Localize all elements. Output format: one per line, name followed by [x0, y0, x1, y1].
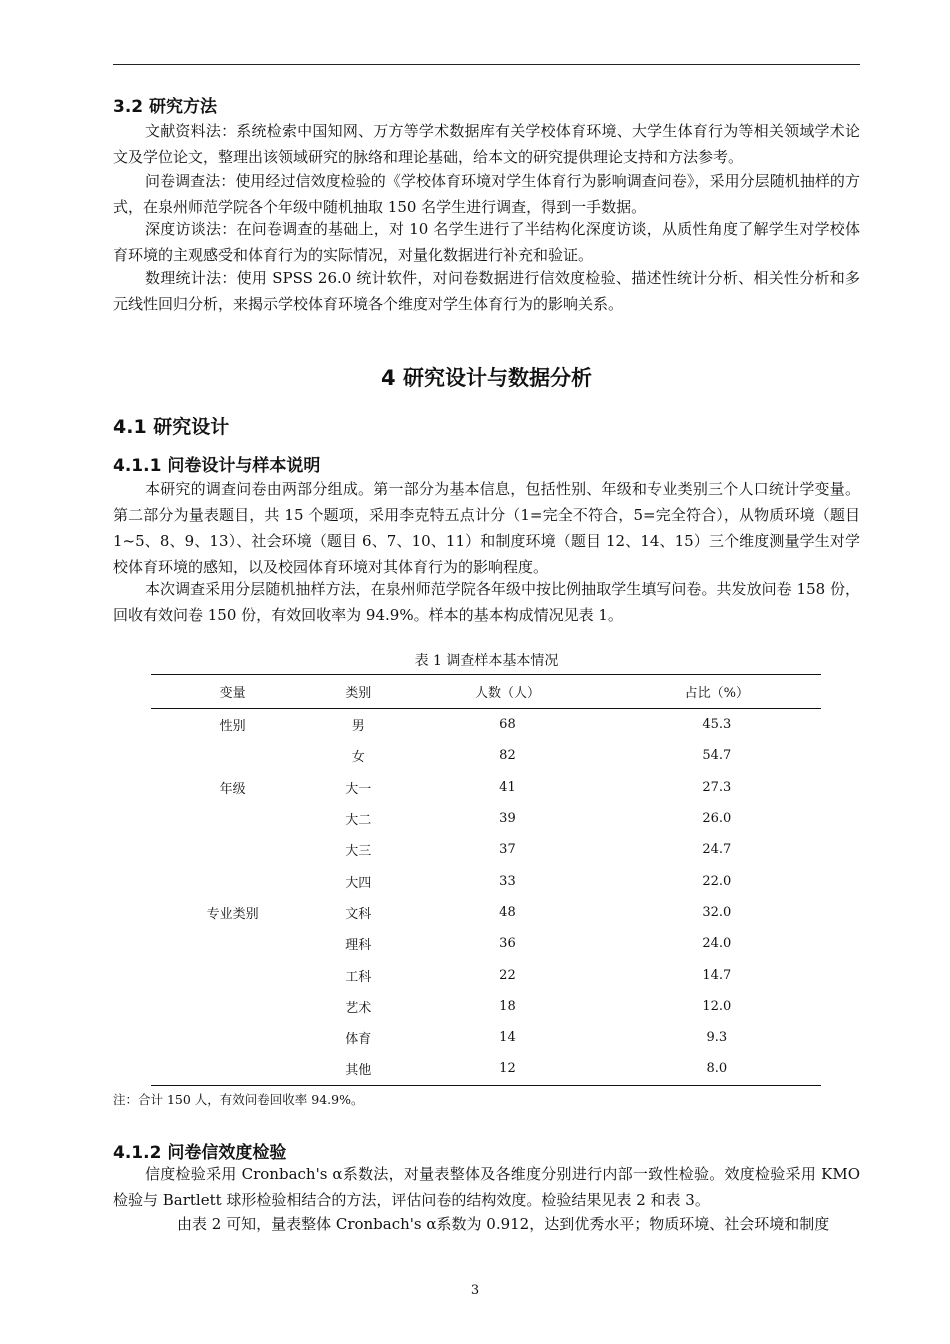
cell-category: 大一 [345, 781, 372, 797]
section-4-1-title: 4.1 研究设计 [113, 416, 230, 438]
cell-count: 14 [499, 1030, 516, 1046]
cell-count: 33 [499, 873, 516, 889]
cell-count: 68 [499, 717, 516, 733]
cell-variable [151, 865, 314, 896]
cell-variable [151, 1022, 314, 1053]
cell-percent: 27.3 [702, 779, 732, 795]
cell-category: 文科 [345, 906, 372, 922]
cell-percent: 14.7 [702, 967, 732, 983]
table-row [151, 959, 821, 990]
section-3-2-title: 3.2 研究方法 [113, 97, 218, 117]
cell-percent: 54.7 [702, 748, 732, 764]
header-variable: 变量 [151, 675, 314, 709]
cell-variable: 专业类别 [206, 906, 259, 922]
paragraph-literature: 文献资料法：系统检索中国知网、万方等学术数据库有关学校体育环境、大学生体育行为等相关领域学术论文及学位论文，整理出该领域研究的脉络和理论基础，给本文的研究提供理论支持和方法参考。 [113, 122, 860, 166]
table-row [151, 834, 821, 865]
table-row [151, 709, 821, 741]
table-row [151, 1053, 821, 1085]
paragraph-interview: 深度访谈法：在问卷调查的基础上，对 10 名学生进行了半结构化深度访谈，从质性角度了解学生对学校体育环境的主观感受和体育行为的实际情况，对量化数据进行补充和验证。 [113, 220, 860, 264]
cell-category: 工科 [345, 969, 372, 985]
cell-category: 大四 [345, 875, 372, 891]
cell-count: 37 [499, 842, 516, 858]
table-1-caption: 表 1 调查样本基本情况 [414, 653, 559, 669]
header-rule [113, 64, 860, 65]
paragraph-reliability-result: 由表 2 可知，量表整体 Cronbach's α系数为 0.912，达到优秀水平；物质环境、社会环境和制度 [177, 1215, 830, 1233]
cell-category: 女 [351, 750, 365, 766]
paragraph-questionnaire-design: 本研究的调查问卷由两部分组成。第一部分为基本信息，包括性别、年级和专业类别三个人口统计学变量。第二部分为量表题目，共 15 个题项，采用李克特五点计分（1=完全不符合，5=完全符合），从物质环境（题目 1~5、8、9、13）、社会环境（题目 6、7、10、11）和制度环境（题目 12、14、15）三个维度测量学生对学校体育环境的感知，以及校园体育环境对其体育行为的影响程度。 [113, 480, 860, 576]
paragraph-statistics: 数理统计法：使用 SPSS 26.0 统计软件，对问卷数据进行信效度检验、描述性统计分析、相关性分析和多元线性回归分析，来揭示学校体育环境各个维度对学生体育行为的影响关系。 [113, 269, 860, 313]
cell-percent: 22.0 [702, 873, 732, 889]
paragraph-reliability-method: 信度检验采用 Cronbach's α系数法，对量表整体及各维度分别进行内部一致性检验。效度检验采用 KMO 检验与 Bartlett 球形检验相结合的方法，评估问卷的结构效度。检验结果见表 2 和表 3。 [113, 1165, 860, 1209]
cell-count: 41 [499, 779, 516, 795]
section-4-1-1-title: 4.1.1 问卷设计与样本说明 [113, 456, 321, 476]
chapter-4-title: 4 研究设计与数据分析 [381, 366, 592, 390]
cell-variable: 性别 [219, 719, 246, 735]
cell-category: 男 [351, 719, 365, 735]
cell-variable [151, 928, 314, 959]
table-1-note: 注：合计 150 人，有效问卷回收率 94.9%。 [113, 1092, 364, 1107]
cell-percent: 12.0 [702, 998, 732, 1014]
table-row [151, 1022, 821, 1053]
cell-count: 48 [499, 904, 516, 920]
cell-count: 12 [402, 1053, 612, 1085]
table-row [151, 991, 821, 1022]
table-row [151, 803, 821, 834]
cell-category: 艺术 [345, 1000, 372, 1016]
cell-count: 39 [499, 811, 516, 827]
cell-category: 其他 [314, 1053, 402, 1085]
sample-table [151, 674, 821, 1086]
table-row [151, 740, 821, 771]
cell-variable [151, 803, 314, 834]
header-count: 人数（人） [402, 675, 612, 709]
cell-percent: 32.0 [702, 904, 732, 920]
cell-count: 36 [499, 936, 516, 952]
paragraph-sampling: 本次调查采用分层随机抽样方法，在泉州师范学院各年级中按比例抽取学生填写问卷。共发放问卷 158 份，回收有效问卷 150 份，有效回收率为 94.9%。样本的基本构成情况见表 1。 [113, 580, 860, 624]
table-row [151, 772, 821, 803]
cell-percent: 8.0 [613, 1053, 821, 1085]
table-row [151, 897, 821, 928]
cell-percent: 9.3 [706, 1030, 728, 1046]
page-number: 3 [470, 1283, 480, 1298]
cell-percent: 24.0 [702, 936, 732, 952]
cell-variable [151, 834, 314, 865]
cell-count: 82 [499, 748, 516, 764]
table-row [151, 928, 821, 959]
section-4-1-2-title: 4.1.2 问卷信效度检验 [113, 1143, 287, 1163]
cell-variable [151, 959, 314, 990]
cell-percent: 24.7 [702, 842, 732, 858]
table-row [151, 865, 821, 896]
header-percent: 占比（%） [613, 675, 821, 709]
cell-variable [151, 740, 314, 771]
cell-category: 大二 [345, 813, 372, 829]
cell-count: 18 [499, 998, 516, 1014]
header-category: 类别 [314, 675, 402, 709]
cell-count: 22 [499, 967, 516, 983]
paragraph-questionnaire: 问卷调查法：使用经过信效度检验的《学校体育环境对学生体育行为影响调查问卷》，采用分层随机抽样的方式，在泉州师范学院各个年级中随机抽取 150 名学生进行调查，得到一手数据。 [113, 172, 860, 216]
cell-variable: 年级 [219, 781, 246, 797]
table-header-row [151, 675, 821, 709]
cell-category: 体育 [345, 1032, 372, 1048]
cell-percent: 45.3 [702, 717, 732, 733]
cell-variable [151, 1053, 314, 1085]
cell-variable [151, 991, 314, 1022]
cell-category: 大三 [345, 844, 372, 860]
cell-percent: 26.0 [702, 811, 732, 827]
cell-category: 理科 [345, 938, 372, 954]
